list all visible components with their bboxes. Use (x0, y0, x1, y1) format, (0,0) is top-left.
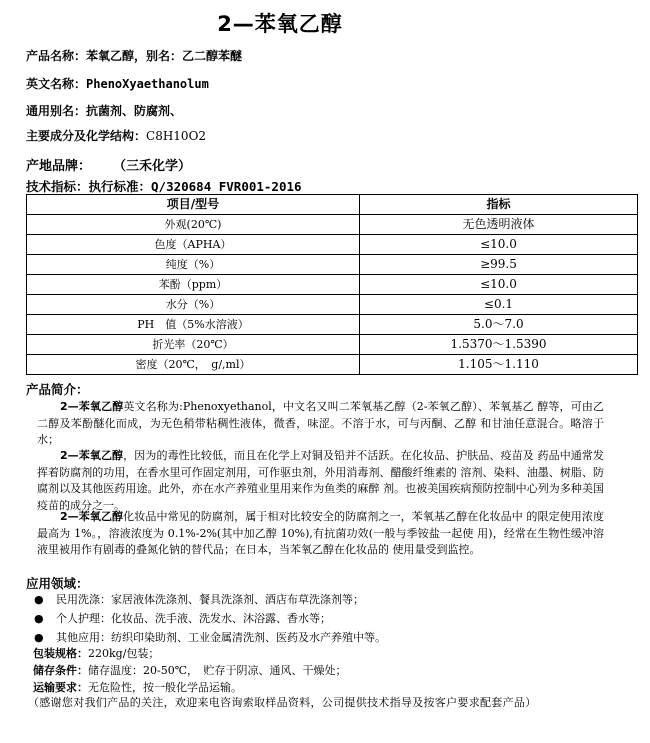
row-value: 无色透明液体 (360, 215, 638, 235)
english-name-label: 英文名称： (26, 77, 87, 91)
row-value: ≤10.0 (360, 275, 638, 295)
application-text: 其他应用：纺织印染助剂、工业金属清洗剂、医药及水产养殖中等。 (56, 631, 386, 644)
table-row (27, 215, 638, 235)
header-item: 项目/型号 (27, 195, 360, 215)
english-name-value: PhenoXyaethanolum (86, 77, 209, 91)
spec-table (26, 194, 638, 375)
tech-line (26, 177, 302, 195)
table-row (27, 275, 638, 295)
tech-label: 技术指标：执行标准： (26, 179, 152, 194)
brand-value: （三禾化学） (113, 159, 192, 174)
row-item: PH 值（5%水溶液） (27, 315, 360, 335)
product-name-line (26, 47, 242, 64)
intro-p3-bold: 2—苯氧乙醇 (60, 510, 124, 523)
row-item: 纯度（%） (27, 255, 360, 275)
english-name-line (26, 75, 209, 92)
list-item (34, 609, 386, 628)
intro-p2-text: ，因为的毒性比较低，而且在化学上对铜及铅并不活跃。在化妆品、护肤品、疫苗及 药品中通常发挥着防腐剂的功用，在香水里可作固定剂用，可作驱虫剂，外用消毒剂、醋酸纤维素的 溶剂、染料、油墨、树脂、防腐剂以及其他医药用途。此外，亦在水产养殖业里用来作为鱼类的麻醉 剂。也被美国疾病预防控制中心列为多种美国疫苗的成分之一。 (37, 449, 605, 512)
table-row (27, 355, 638, 375)
intro-p1-bold: 2—苯氧乙醇 (60, 400, 124, 413)
row-item: 苯酚（ppm） (27, 275, 360, 295)
transport-label: 运输要求： (33, 681, 88, 694)
table-row (27, 335, 638, 355)
application-text: 个人护理：化妆品、洗手液、洗发水、沐浴露、香水等； (56, 612, 331, 625)
storage-value: 储存温度：20-50℃， 贮存于阴凉、通风、干燥处； (88, 664, 347, 677)
applications-list (34, 590, 386, 647)
table-row (27, 315, 638, 335)
tech-value: Q/320684 FVR001-2016 (151, 179, 302, 194)
row-value: 1.5370～1.5390 (360, 335, 638, 355)
packaging-label: 包装规格： (33, 647, 88, 660)
brand-label: 产地品牌： (26, 159, 92, 174)
storage-line (33, 662, 347, 678)
row-value: ≥99.5 (360, 255, 638, 275)
closing-note: （感谢您对我们产品的关注，欢迎来电咨询索取样品资料，公司提供技术指导及按客户要求配套产品） (28, 696, 537, 709)
intro-p3-text: 化妆品中常见的防腐剂，属于相对比较安全的防腐剂之一，苯氧基乙醇在化妆品中 的限定使用浓度最高为 1%。，溶液浓度为 0.1%-2%(其中加乙醇 10%),有抗菌功效(一般与季铵盐一起使 用)，经常在生物性缓冲溶液里被用作有剧毒的叠氮化钠的替代品；在日本，当苯氧乙醇在化妆品的 使用量受到监控。 (37, 510, 605, 557)
row-item: 外观(20℃) (27, 215, 360, 235)
formula-label: 主要成分及化学结构： (26, 129, 147, 143)
formula-value: C8H10O2 (146, 129, 207, 143)
table-row (27, 295, 638, 315)
row-item: 水分（%） (27, 295, 360, 315)
bullet-icon: ● (34, 593, 44, 606)
intro-p1-text: 英文名称为:Phenoxyethanol，中文名又叫二苯氧基乙醇（2-苯氧乙醇）、苯氧基乙 醇等，可由乙二醇及苯酚醚化而成，为无色稍带粘稠性液体，微香，味涩。不溶于水，可与丙酮、乙醇 和甘油任意混合。略溶于水； (37, 400, 604, 447)
transport-line (33, 679, 242, 695)
row-item: 密度（20℃， g/,ml） (27, 355, 360, 375)
table-row (27, 255, 638, 275)
intro-paragraph-2 (37, 448, 604, 514)
intro-p2-bold: 2—苯氧乙醇 (60, 449, 124, 462)
bullet-icon: ● (34, 612, 44, 625)
application-text: 民用洗涤：家居液体洗涤剂、餐具洗涤剂、酒店布草洗涤剂等； (56, 593, 364, 606)
row-value: 1.105～1.110 (360, 355, 638, 375)
formula-line (26, 127, 206, 144)
brand-line (26, 155, 191, 174)
product-name-value: 苯氧乙醇，别名：乙二醇苯醚 (86, 49, 243, 63)
alias-value: 抗菌剂、防腐剂、 (86, 104, 183, 118)
intro-paragraph-1 (37, 399, 604, 449)
row-item: 折光率（20℃） (27, 335, 360, 355)
header-value: 指标 (360, 195, 638, 215)
table-row (27, 235, 638, 255)
storage-label: 储存条件： (33, 664, 88, 677)
packaging-line (33, 645, 159, 661)
transport-value: 无危险性，按一般化学品运输。 (88, 681, 242, 694)
document-title: 2—苯氧乙醇 (217, 12, 343, 36)
alias-label: 通用别名： (26, 104, 87, 118)
bullet-icon: ● (34, 631, 44, 644)
product-name-label: 产品名称： (26, 49, 87, 63)
list-item (34, 590, 386, 609)
row-value: ≤10.0 (360, 235, 638, 255)
row-value: ≤0.1 (360, 295, 638, 315)
row-value: 5.0～7.0 (360, 315, 638, 335)
intro-paragraph-3 (37, 509, 604, 559)
packaging-value: 220kg/包装； (88, 647, 160, 660)
applications-heading: 应用领域： (26, 576, 89, 591)
alias-line (26, 102, 182, 119)
table-header-row (27, 195, 638, 215)
intro-heading: 产品简介： (26, 382, 89, 397)
row-item: 色度（APHA） (27, 235, 360, 255)
